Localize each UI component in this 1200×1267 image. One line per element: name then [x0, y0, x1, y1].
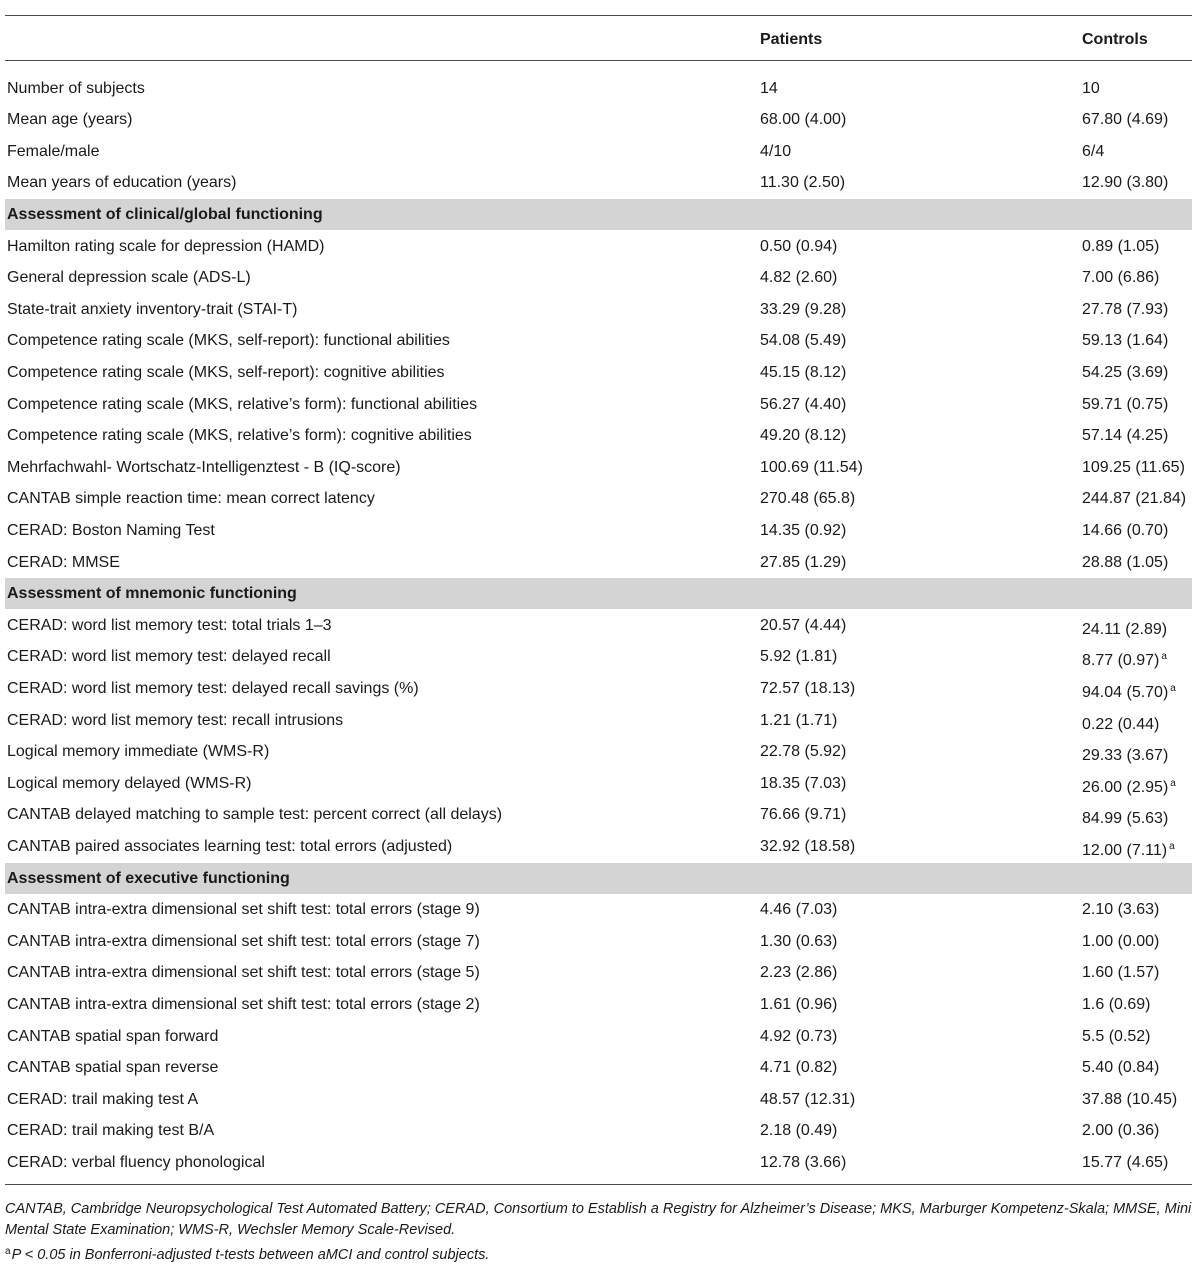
- row-label: CANTAB delayed matching to sample test: percent correct (all delays): [7, 806, 503, 824]
- table-top-rule: [5, 15, 1192, 16]
- row-label: CANTAB spatial span reverse: [7, 1059, 219, 1077]
- row-patients-value: 4.46 (7.03): [760, 901, 838, 919]
- row-controls-cell: [1082, 515, 1168, 546]
- row-controls-cell: [1082, 1084, 1177, 1115]
- significance-marker: a: [1170, 777, 1176, 789]
- row-controls-value: 28.88 (1.05): [1082, 553, 1169, 571]
- row-controls-value: 15.77 (4.65): [1082, 1153, 1169, 1171]
- row-controls-cell: [1082, 799, 1170, 834]
- row-controls-cell: [1082, 420, 1168, 451]
- row-patients-value: 56.27 (4.40): [760, 395, 847, 413]
- row-label: Logical memory delayed (WMS-R): [7, 774, 252, 792]
- table-row: [5, 989, 1192, 1020]
- row-controls-cell: [1082, 294, 1168, 325]
- section-title: Assessment of clinical/global functioning: [7, 205, 323, 223]
- row-controls-cell: [1082, 231, 1159, 262]
- row-controls-cell: [1082, 73, 1100, 104]
- row-patients-value: 2.18 (0.49): [760, 1122, 838, 1140]
- row-controls-cell: [1082, 167, 1168, 198]
- header-patients: Patients: [760, 31, 823, 48]
- footnote-significance-text: P < 0.05 in Bonferroni-adjusted t-tests between aMCI and control subjects.: [11, 1247, 490, 1263]
- row-patients-value: 68.00 (4.00): [760, 111, 847, 129]
- section-title: Assessment of mnemonic functioning: [7, 585, 297, 603]
- row-controls-value: 67.80 (4.69): [1082, 111, 1169, 129]
- row-patients-value: 100.69 (11.54): [760, 458, 863, 476]
- section-title: Assessment of executive functioning: [7, 869, 290, 887]
- row-controls-cell: [1082, 736, 1170, 771]
- footnote-abbreviations: CANTAB, Cambridge Neuropsychological Test Automated Battery; CERAD, Consortium to Establish a Registry for Alzheimer’s Disease; MKS, Marburger Kompetenz-Skala; MMSE, Mini Mental State Examination; WMS-R, Wechsler Memory Scale-Revised.: [5, 1201, 1192, 1238]
- table-row: [5, 894, 1192, 925]
- row-controls-value: 1.60 (1.57): [1082, 964, 1160, 982]
- row-label: CANTAB intra-extra dimensional set shift test: total errors (stage 9): [7, 901, 480, 919]
- row-label: Competence rating scale (MKS, self-report): cognitive abilities: [7, 363, 445, 381]
- row-controls-value: 109.25 (11.65): [1082, 458, 1185, 476]
- row-controls-value: 6/4: [1082, 142, 1105, 160]
- row-controls-cell: [1082, 957, 1159, 988]
- section-header-row: [5, 199, 1192, 230]
- row-patients-value: 32.92 (18.58): [760, 837, 856, 855]
- significance-marker: a: [1170, 682, 1176, 694]
- table-row: [5, 73, 1192, 104]
- row-patients-value: 18.35 (7.03): [760, 774, 847, 792]
- table-row: [5, 673, 1192, 704]
- row-controls-value: 84.99 (5.63): [1082, 810, 1169, 828]
- row-controls-value: 7.00 (6.86): [1082, 269, 1160, 287]
- row-controls-value: 2.10 (3.63): [1082, 901, 1160, 919]
- row-label: CERAD: word list memory test: recall intrusions: [7, 711, 344, 729]
- row-controls-value: 12.90 (3.80): [1082, 174, 1169, 192]
- row-label: CANTAB intra-extra dimensional set shift test: total errors (stage 2): [7, 995, 480, 1013]
- table-bottom-rule: [5, 1184, 1192, 1185]
- row-label: Female/male: [7, 142, 100, 160]
- section-header-row: [5, 578, 1192, 609]
- table-row: [5, 262, 1192, 293]
- row-patients-value: 5.92 (1.81): [760, 648, 838, 666]
- row-patients-value: 22.78 (5.92): [760, 743, 847, 761]
- row-patients-value: 1.61 (0.96): [760, 995, 838, 1013]
- row-controls-cell: [1082, 610, 1169, 645]
- row-controls-cell: [1082, 831, 1175, 866]
- row-label: CERAD: word list memory test: total trials 1–3: [7, 616, 332, 634]
- row-label: General depression scale (ADS-L): [7, 269, 251, 287]
- table-row: [5, 515, 1192, 546]
- significance-marker: a: [1161, 651, 1167, 663]
- table-row: [5, 231, 1192, 262]
- row-controls-value: 94.04 (5.70): [1082, 683, 1169, 701]
- row-controls-cell: [1082, 705, 1161, 740]
- row-controls-cell: [1082, 452, 1185, 483]
- row-patients-value: 1.30 (0.63): [760, 932, 838, 950]
- row-patients-value: 54.08 (5.49): [760, 332, 847, 350]
- row-controls-cell: [1082, 1115, 1159, 1146]
- row-label: CERAD: MMSE: [7, 553, 120, 571]
- table-row: [5, 294, 1192, 325]
- table-row: [5, 1115, 1192, 1146]
- row-controls-cell: [1082, 357, 1168, 388]
- footnote-significance: [5, 1241, 1195, 1266]
- row-controls-value: 59.13 (1.64): [1082, 332, 1169, 350]
- row-patients-value: 45.15 (8.12): [760, 363, 847, 381]
- row-controls-value: 0.89 (1.05): [1082, 237, 1160, 255]
- header-rule: [5, 60, 1192, 61]
- row-label: CERAD: trail making test B/A: [7, 1122, 215, 1140]
- row-patients-value: 49.20 (8.12): [760, 427, 847, 445]
- table-row: [5, 641, 1192, 672]
- row-controls-value: 57.14 (4.25): [1082, 427, 1169, 445]
- table-row: [5, 1084, 1192, 1115]
- row-controls-value: 14.66 (0.70): [1082, 521, 1169, 539]
- row-controls-value: 2.00 (0.36): [1082, 1122, 1160, 1140]
- row-label: Hamilton rating scale for depression (HAMD): [7, 237, 325, 255]
- table-row: [5, 768, 1192, 799]
- row-label: CERAD: verbal fluency phonological: [7, 1153, 265, 1171]
- row-controls-cell: [1082, 641, 1167, 676]
- table-row: [5, 104, 1192, 135]
- table-row: [5, 167, 1192, 198]
- row-patients-value: 11.30 (2.50): [760, 174, 846, 192]
- row-controls-cell: [1082, 673, 1176, 708]
- row-controls-cell: [1082, 1147, 1168, 1178]
- table-row: [5, 736, 1192, 767]
- row-controls-value: 244.87 (21.84): [1082, 490, 1187, 508]
- row-controls-value: 24.11 (2.89): [1082, 620, 1168, 638]
- row-patients-value: 4/10: [760, 142, 792, 160]
- row-controls-cell: [1082, 262, 1159, 293]
- row-label: CANTAB spatial span forward: [7, 1027, 219, 1045]
- row-patients-value: 270.48 (65.8): [760, 490, 856, 508]
- row-patients-value: 14: [760, 79, 778, 97]
- table-row: [5, 831, 1192, 862]
- row-controls-value: 1.00 (0.00): [1082, 932, 1160, 950]
- row-controls-value: 10: [1082, 79, 1100, 97]
- row-controls-cell: [1082, 325, 1168, 356]
- row-label: CERAD: Boston Naming Test: [7, 521, 215, 539]
- row-label: CANTAB simple reaction time: mean correct latency: [7, 490, 375, 508]
- table-row: [5, 1147, 1192, 1178]
- header-controls: Controls: [1082, 31, 1148, 48]
- row-controls-value: 8.77 (0.97): [1082, 652, 1160, 670]
- table-row: [5, 357, 1192, 388]
- row-controls-value: 59.71 (0.75): [1082, 395, 1169, 413]
- table-row: [5, 610, 1192, 641]
- row-controls-cell: [1082, 768, 1176, 803]
- row-patients-value: 2.23 (2.86): [760, 964, 838, 982]
- row-patients-value: 20.57 (4.44): [760, 616, 847, 634]
- row-patients-value: 27.85 (1.29): [760, 553, 847, 571]
- row-controls-cell: [1082, 894, 1159, 925]
- row-patients-value: 72.57 (18.13): [760, 679, 856, 697]
- row-controls-value: 5.40 (0.84): [1082, 1059, 1160, 1077]
- row-patients-value: 12.78 (3.66): [760, 1153, 847, 1171]
- table-row: [5, 926, 1192, 957]
- table-row: [5, 1021, 1192, 1052]
- row-label: CERAD: word list memory test: delayed recall: [7, 648, 331, 666]
- row-controls-cell: [1082, 1021, 1150, 1052]
- table-row: [5, 547, 1192, 578]
- row-patients-value: 4.71 (0.82): [760, 1059, 838, 1077]
- row-controls-cell: [1082, 547, 1168, 578]
- table-row: [5, 325, 1192, 356]
- section-header-row: [5, 863, 1192, 894]
- row-patients-value: 4.82 (2.60): [760, 269, 838, 287]
- row-controls-cell: [1082, 483, 1186, 514]
- row-controls-value: 26.00 (2.95): [1082, 778, 1169, 796]
- footnote-mark: a: [5, 1246, 11, 1257]
- row-label: CANTAB intra-extra dimensional set shift test: total errors (stage 5): [7, 964, 480, 982]
- row-label: Mean age (years): [7, 111, 133, 129]
- table-row: [5, 705, 1192, 736]
- row-controls-cell: [1082, 926, 1159, 957]
- row-controls-cell: [1082, 136, 1104, 167]
- row-label: Competence rating scale (MKS, relative’s form): cognitive abilities: [7, 427, 472, 445]
- table-row: [5, 452, 1192, 483]
- row-patients-value: 1.21 (1.71): [760, 711, 838, 729]
- row-controls-value: 37.88 (10.45): [1082, 1090, 1178, 1108]
- row-label: CERAD: word list memory test: delayed recall savings (%): [7, 679, 419, 697]
- row-patients-value: 76.66 (9.71): [760, 806, 847, 824]
- row-controls-value: 29.33 (3.67): [1082, 747, 1169, 765]
- row-controls-value: 5.5 (0.52): [1082, 1027, 1151, 1045]
- row-label: Competence rating scale (MKS, relative’s form): functional abilities: [7, 395, 478, 413]
- row-controls-cell: [1082, 1052, 1159, 1083]
- table-row: [5, 957, 1192, 988]
- row-controls-value: 1.6 (0.69): [1082, 995, 1151, 1013]
- row-label: Competence rating scale (MKS, self-report): functional abilities: [7, 332, 450, 350]
- row-label: Mean years of education (years): [7, 174, 237, 192]
- table-row: [5, 799, 1192, 830]
- row-controls-value: 27.78 (7.93): [1082, 300, 1169, 318]
- row-controls-value: 54.25 (3.69): [1082, 363, 1169, 381]
- row-patients-value: 14.35 (0.92): [760, 521, 847, 539]
- significance-marker: a: [1169, 840, 1175, 852]
- table-row: [5, 420, 1192, 451]
- table-row: [5, 389, 1192, 420]
- row-label: CANTAB intra-extra dimensional set shift test: total errors (stage 7): [7, 932, 480, 950]
- table-header-row: [5, 24, 1192, 55]
- table-row: [5, 136, 1192, 167]
- row-controls-value: 0.22 (0.44): [1082, 715, 1160, 733]
- row-patients-value: 4.92 (0.73): [760, 1027, 838, 1045]
- row-patients-value: 0.50 (0.94): [760, 237, 838, 255]
- row-label: Logical memory immediate (WMS-R): [7, 743, 270, 761]
- row-controls-cell: [1082, 104, 1168, 135]
- row-label: CERAD: trail making test A: [7, 1090, 199, 1108]
- row-patients-value: 33.29 (9.28): [760, 300, 847, 318]
- row-controls-cell: [1082, 989, 1150, 1020]
- table-row: [5, 1052, 1192, 1083]
- row-label: State-trait anxiety inventory-trait (STAI-T): [7, 300, 298, 318]
- row-controls-value: 12.00 (7.11): [1082, 841, 1168, 859]
- row-label: Number of subjects: [7, 79, 145, 97]
- row-patients-value: 48.57 (12.31): [760, 1090, 856, 1108]
- row-controls-cell: [1082, 389, 1168, 420]
- table-row: [5, 483, 1192, 514]
- row-label: CANTAB paired associates learning test: total errors (adjusted): [7, 837, 453, 855]
- row-label: Mehrfachwahl- Wortschatz-Intelligenztest - B (IQ-score): [7, 458, 401, 476]
